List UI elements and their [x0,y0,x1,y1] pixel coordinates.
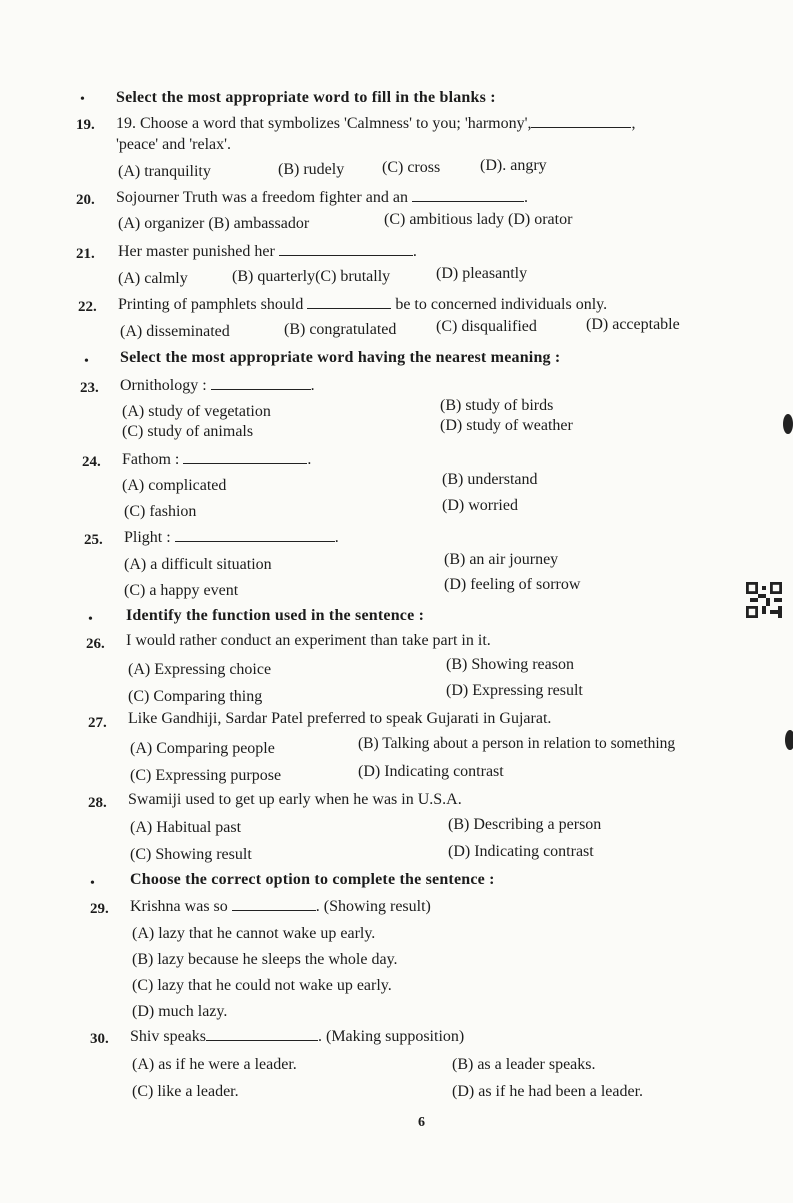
section-heading-fill-blanks: Select the most appropriate word to fill in the blanks : [116,89,496,106]
option-b: (B) understand [442,471,538,488]
section-heading-nearest-meaning: Select the most appropriate word having the nearest meaning : [120,349,561,366]
option-b: (B) Showing reason [446,656,574,673]
question-text: 19. Choose a word that symbolizes 'Calmness' to you; 'harmony', , [116,115,636,132]
option-b: (B) lazy because he sleeps the whole day. [132,951,398,968]
option-a: (A) lazy that he cannot wake up early. [132,925,376,942]
option-a: (A) complicated [122,477,227,494]
option-b: (B) study of birds [440,397,554,414]
option-c: (C) like a leader. [132,1083,239,1100]
page-number: 6 [418,1115,425,1130]
option-c: (C) Comparing thing [128,688,263,705]
question-text: Sojourner Truth was a freedom fighter and an . [116,189,528,206]
question-number: 30. [90,1031,109,1047]
bullet: • [90,876,95,891]
bullet: • [84,354,89,369]
option-a: (A) tranquility [118,163,211,180]
question-text: Ornithology : . [120,377,315,394]
option-b: (B) Talking about a person in relation to something [358,735,676,752]
option-a: (A) a difficult situation [124,556,272,573]
option-d: (D) Indicating contrast [448,843,594,860]
question-text: Fathom : . [122,451,312,468]
question-text: Swamiji used to get up early when he was in U.S.A. [128,791,462,808]
question-text: Plight : . [124,529,339,546]
question-number: 24. [82,454,101,470]
option-d: (D) Indicating contrast [358,763,504,780]
binding-hole-mark [785,730,793,750]
option-c: (C) fashion [124,503,197,520]
question-number: 22. [78,299,97,315]
bullet: • [80,92,85,107]
option-c: (C) lazy that he could not wake up early. [132,977,392,994]
option-d: (D) much lazy. [132,1003,228,1020]
option-a-b: (A) organizer (B) ambassador [118,215,310,232]
question-number: 26. [86,636,105,652]
option-c: (C) disqualified [436,318,537,335]
question-text: Her master punished her . [118,243,417,260]
option-b: (B) an air journey [444,551,559,568]
option-a: (A) as if he were a leader. [132,1056,297,1073]
question-number: 28. [88,795,107,811]
option-b: (B) congratulated [284,321,397,338]
option-a: (A) calmly [118,270,188,287]
option-b: (B) Describing a person [448,816,602,833]
option-a: (A) Expressing choice [128,661,272,678]
question-number: 23. [80,380,99,396]
question-text: Shiv speaks . (Making supposition) [130,1028,465,1045]
section-heading-complete-sentence: Choose the correct option to complete the sentence : [130,871,495,888]
option-d: (D) acceptable [586,316,680,333]
question-number: 21. [76,246,95,262]
question-number: 20. [76,192,95,208]
option-d: (D) worried [442,497,518,514]
option-b: (B) as a leader speaks. [452,1056,596,1073]
option-c: (C) study of animals [122,423,254,440]
option-c: (C) cross [382,159,441,176]
question-number: 29. [90,901,109,917]
option-d: (D) pleasantly [436,265,528,282]
question-text-continued: 'peace' and 'relax'. [116,136,232,153]
question-number: 27. [88,715,107,731]
option-a: (A) Comparing people [130,740,275,757]
option-a: (A) disseminated [120,323,230,340]
option-d: (D) as if he had been a leader. [452,1083,644,1100]
option-c: (C) Showing result [130,846,252,863]
question-text: Krishna was so . (Showing result) [130,898,431,915]
option-a: (A) study of vegetation [122,403,271,420]
option-c: (C) a happy event [124,582,239,599]
binding-hole-mark [783,414,793,434]
question-text: Like Gandhiji, Sardar Patel preferred to speak Gujarati in Gujarat. [128,710,552,727]
option-d: (D) feeling of sorrow [444,576,581,593]
section-heading-identify-function: Identify the function used in the sentence : [126,607,425,624]
question-number: 25. [84,532,103,548]
option-d: (D) Expressing result [446,682,583,699]
question-text: Printing of pamphlets should be to concerned individuals only. [118,296,608,313]
qr-code-icon [746,582,782,618]
question-number: 19. [76,117,95,133]
option-b: (B) rudely [278,161,345,178]
option-d: (D). angry [480,157,547,174]
question-text: I would rather conduct an experiment than take part in it. [126,632,491,649]
option-b-c: (B) quarterly(C) brutally [232,268,391,285]
option-a: (A) Habitual past [130,819,242,836]
bullet: • [88,612,93,627]
option-c: (C) Expressing purpose [130,767,282,784]
option-d: (D) study of weather [440,417,573,434]
option-c-d: (C) ambitious lady (D) orator [384,211,573,228]
